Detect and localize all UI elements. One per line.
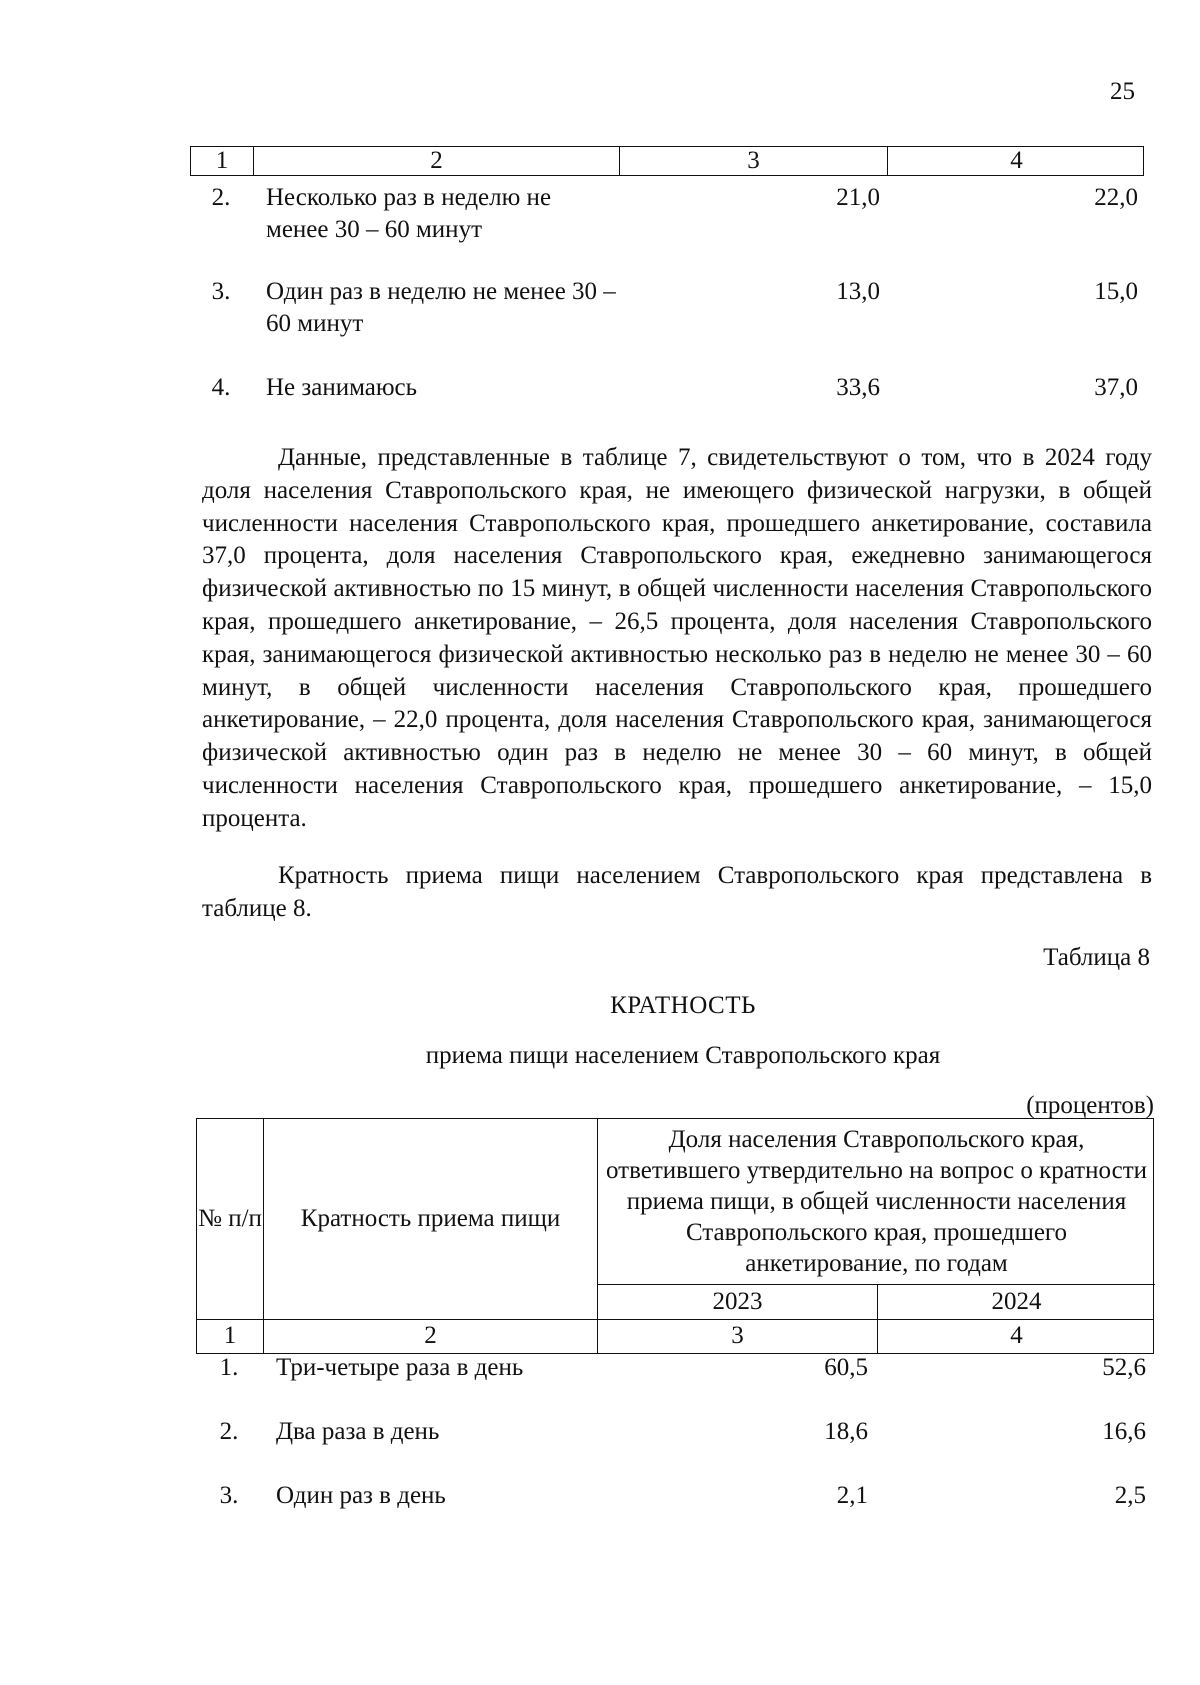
page-number: 25 — [1110, 78, 1135, 105]
table-8-index-cell: 1 — [223, 1322, 237, 1349]
table-row — [190, 276, 1144, 340]
row-number: 2. — [219, 1418, 239, 1445]
row-label: Один раз в день — [276, 1482, 446, 1509]
table-8 — [196, 1118, 1154, 1509]
table-8-index-cell: 3 — [597, 1320, 877, 1353]
table-8-index-cell: 2 — [263, 1320, 597, 1353]
value-2024: 2,5 — [1114, 1482, 1146, 1509]
row-label: Три-четыре раза в день — [276, 1354, 524, 1381]
row-number: 2. — [211, 184, 231, 211]
table-subtitle: приема пищи населением Ставропольского края — [425, 1042, 941, 1069]
body-paragraph: Кратность приема пищи населением Ставропольского края представлена в таблице 8. — [202, 862, 1152, 922]
table-7-continuation — [190, 146, 1144, 401]
table-row — [190, 182, 1144, 246]
row-number: 3. — [211, 278, 231, 305]
table-row — [196, 1480, 1154, 1512]
row-number: 4. — [211, 374, 231, 401]
value-2024: 52,6 — [1102, 1354, 1146, 1381]
column-header-share: Доля населения Ставропольского края, ответившего утвердительно на вопрос о кратности приема пищи, в общей численности населения Ставропольского края, прошедшего анкетирование, по годам — [597, 1119, 1155, 1285]
row-label: Два раза в день — [276, 1418, 440, 1445]
value-2024: 15,0 — [1094, 278, 1138, 305]
column-header-number: № п/п — [198, 1205, 262, 1232]
table-8-index-cell: 4 — [877, 1320, 1155, 1353]
table-label: Таблица 8 — [1043, 944, 1150, 971]
column-header-year-2024: 2024 — [877, 1285, 1155, 1319]
table-7-index-cell: 2 — [253, 147, 619, 175]
value-2024: 16,6 — [1102, 1418, 1146, 1445]
value-2023: 21,0 — [836, 184, 880, 211]
value-2023: 2,1 — [836, 1482, 868, 1509]
value-2024: 22,0 — [1094, 184, 1138, 211]
value-2023: 18,6 — [824, 1418, 868, 1445]
body-paragraph: Данные, представленные в таблице 7, свидетельствуют о том, что в 2024 году доля населения Ставропольского края, не имеющего физической нагрузки, в общей численности населения Ставропольского края, прошедшего анкетирование, составила 37,0 процента, доля населения Ставропольского края, ежедневно занимающегося физической активностью по 15 минут, в общей численности населения Ставропольского края, прошедшего анкетирование, – 26,5 процента, доля населения Ставропольского края, занимающегося физической активностью несколько раз в неделю не менее 30 – 60 минут, в общей численности населения Ставропольского края, прошедшего анкетирование, – 22,0 процента, доля населения Ставропольского края, занимающегося физической активностью один раз в неделю не менее 30 – 60 минут, в общей численности населения Ставропольского края, прошедшего анкетирование, – 15,0 процента. — [202, 444, 1152, 832]
table-row — [190, 372, 1144, 404]
table-8-header — [196, 1118, 1154, 1320]
row-number: 1. — [219, 1354, 239, 1381]
value-2024: 37,0 — [1094, 374, 1138, 401]
row-label: Один раз в неделю не менее 30 – 60 минут — [266, 278, 616, 337]
column-header-year-2023: 2023 — [597, 1285, 877, 1319]
value-2023: 13,0 — [836, 278, 880, 305]
table-8-index-row — [196, 1320, 1154, 1354]
row-label: Не занимаюсь — [266, 374, 418, 401]
table-7-index-cell: 3 — [619, 147, 887, 175]
row-label: Несколько раз в неделю не менее 30 – 60 минут — [266, 184, 552, 243]
value-2023: 33,6 — [836, 374, 880, 401]
row-number: 3. — [219, 1482, 239, 1509]
table-7-index-cell: 1 — [215, 147, 229, 174]
table-title: КРАТНОСТЬ — [610, 992, 756, 1019]
column-header-frequency: Кратность приема пищи — [263, 1119, 597, 1319]
value-2023: 60,5 — [824, 1354, 868, 1381]
table-7-index-cell: 4 — [887, 147, 1145, 175]
table-units: (процентов) — [1026, 1092, 1154, 1119]
table-row — [196, 1352, 1154, 1384]
table-row — [196, 1416, 1154, 1448]
table-7-index-row — [190, 146, 1144, 176]
